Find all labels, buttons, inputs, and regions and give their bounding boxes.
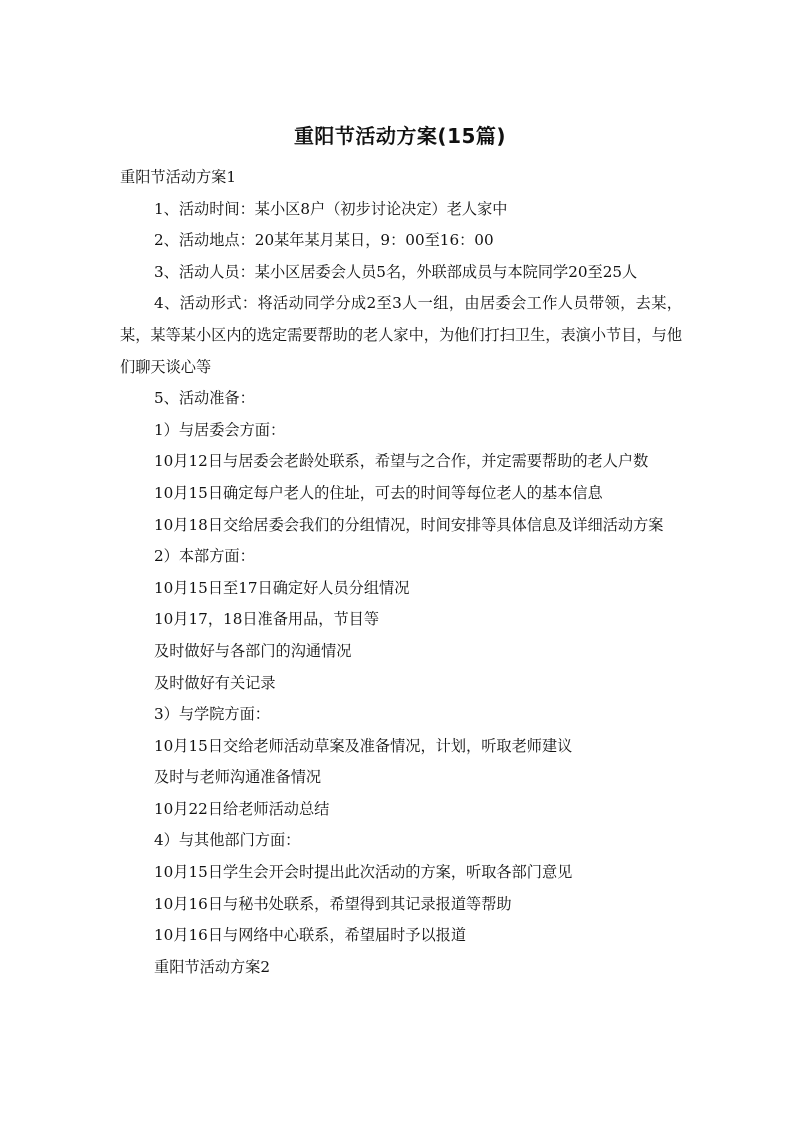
document-body: [120, 162, 682, 983]
subheading-department: 2）本部方面：: [154, 547, 255, 566]
paragraph: 10月15日学生会开会时提出此次活动的方案，听取各部门意见: [154, 863, 573, 882]
section-heading-1: 重阳节活动方案1: [120, 168, 236, 186]
paragraph: 及时做好有关记录: [154, 673, 276, 692]
item-activity-people: 3、活动人员：某小区居委会人员5名，外联部成员与本院同学20至25人: [154, 262, 638, 281]
paragraph: 10月18日交给居委会我们的分组情况，时间安排等具体信息及详细活动方案: [154, 515, 664, 534]
paragraph: 10月15日确定每户老人的住址，可去的时间等每位老人的基本信息: [154, 483, 603, 502]
paragraph: 10月15日交给老师活动草案及准备情况，计划，听取老师建议: [154, 736, 573, 755]
paragraph: 10月16日与网络中心联系，希望届时予以报道: [154, 926, 467, 945]
subheading-college: 3）与学院方面：: [154, 705, 270, 724]
subheading-other-departments: 4）与其他部门方面：: [154, 831, 301, 850]
paragraph: 10月15日至17日确定好人员分组情况: [154, 578, 410, 597]
paragraph: 及时与老师沟通准备情况: [154, 768, 322, 787]
document-title: 重阳节活动方案(15篇): [293, 124, 507, 148]
item-activity-place: 2、活动地点：20某年某月某日，9：00至16：00: [154, 231, 494, 250]
item-activity-form: 4、活动形式：将活动同学分成2至3人一组，由居委会工作人员带领，去某，某，某等某小区内的选定需要帮助的老人家中，为他们打扫卫生，表演小节目，与他们聊天谈心等: [120, 294, 682, 376]
item-activity-prep: 5、活动准备：: [154, 389, 255, 408]
item-activity-time: 1、活动时间：某小区8户（初步讨论决定）老人家中: [154, 199, 508, 218]
subheading-committee: 1）与居委会方面：: [154, 420, 286, 439]
paragraph: 10月16日与秘书处联系，希望得到其记录报道等帮助: [154, 894, 512, 913]
section-heading-2: 重阳节活动方案2: [154, 957, 270, 976]
paragraph: 及时做好与各部门的沟通情况: [154, 641, 352, 660]
paragraph: 10月22日给老师活动总结: [154, 799, 330, 818]
paragraph: 10月17，18日准备用品，节目等: [154, 610, 380, 629]
paragraph: 10月12日与居委会老龄处联系，希望与之合作，并定需要帮助的老人户数: [154, 452, 649, 471]
